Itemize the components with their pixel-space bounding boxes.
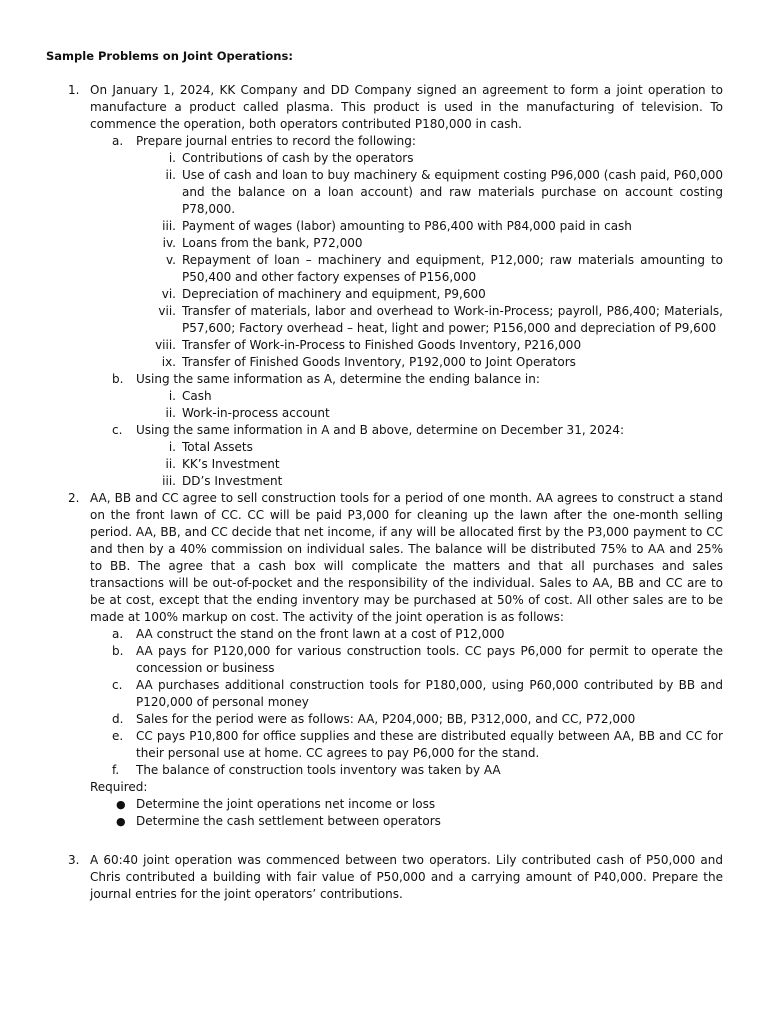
item-label: a. xyxy=(112,627,124,641)
item-label: ii. xyxy=(165,168,176,182)
item-label: v. xyxy=(166,253,176,267)
part-label: a. xyxy=(112,134,124,148)
page-title: Sample Problems on Joint Operations: xyxy=(46,49,293,63)
required-label: Required: xyxy=(90,780,148,794)
list-item xyxy=(90,711,723,728)
item-label: ii. xyxy=(165,406,176,420)
item-text: KK’s Investment xyxy=(182,457,280,471)
item-text: AA pays for P120,000 for various construction tools. CC pays P6,000 for permit to operate the concession or business xyxy=(136,644,723,675)
list-item xyxy=(90,235,723,252)
item-label: c. xyxy=(112,678,123,692)
item-text: Determine the cash settlement between operators xyxy=(136,814,441,828)
item-text: Loans from the bank, P72,000 xyxy=(182,236,363,250)
item-label: i. xyxy=(168,440,176,454)
problem-1 xyxy=(68,82,723,490)
part-text: Using the same information as A, determine the ending balance in: xyxy=(136,372,540,386)
problem-number: 3. xyxy=(68,853,80,867)
item-label: vii. xyxy=(158,304,176,318)
item-text: DD’s Investment xyxy=(182,474,283,488)
item-text: Contributions of cash by the operators xyxy=(182,151,414,165)
item-text: Cash xyxy=(182,389,212,403)
item-text: Total Assets xyxy=(182,440,253,454)
list-item xyxy=(90,813,723,830)
part-label: c. xyxy=(112,423,123,437)
part-a xyxy=(90,133,723,150)
item-label: iv. xyxy=(162,236,176,250)
problem-intro: AA, BB and CC agree to sell construction tools for a period of one month. AA agrees to construct a stand on the front lawn of CC. CC will be paid P3,000 for cleaning up the lawn after the one-month selling period. AA, BB, and CC decide that net income, if any will be allocated first by the P3,000 payment to CC and then by a 40% commission on individual sales. The balance will be distributed 75% to AA and 25% to BB. The agree that a cash box will complicate the matters and that all purchases and sales transactions will be out-of-pocket and the responsibility of the individual. Sales to AA, BB and CC are to be at cost, except that the ending inventory may be purchased at 50% of cost. All other sales are to be made at 100% markup on cost. The activity of the joint operation is as follows: xyxy=(90,491,723,624)
list-item xyxy=(90,677,723,711)
problem-3 xyxy=(68,852,723,903)
problem-number: 1. xyxy=(68,83,80,97)
item-label: i. xyxy=(168,389,176,403)
part-label: b. xyxy=(112,372,124,386)
list-item xyxy=(90,388,723,405)
list-item xyxy=(90,456,723,473)
list-item xyxy=(90,150,723,167)
part-c xyxy=(90,422,723,439)
item-text: Determine the joint operations net income or loss xyxy=(136,797,436,811)
item-text: Payment of wages (labor) amounting to P86,400 with P84,000 paid in cash xyxy=(182,219,632,233)
item-text: CC pays P10,800 for office supplies and these are distributed equally between AA, BB and CC for their personal use at home. CC agrees to pay P6,000 for the stand. xyxy=(136,729,723,760)
problem-2 xyxy=(68,490,723,830)
problem-intro: A 60:40 joint operation was commenced between two operators. Lily contributed cash of P50,000 and Chris contributed a building with fair value of P50,000 and a carrying amount of P40,000. Prepare the journal entries for the joint operators’ contributions. xyxy=(90,853,723,901)
item-text: AA purchases additional construction tools for P180,000, using P60,000 contributed by BB and P120,000 of personal money xyxy=(136,678,723,709)
list-item xyxy=(90,626,723,643)
item-text: Work-in-process account xyxy=(182,406,330,420)
item-text: AA construct the stand on the front lawn at a cost of P12,000 xyxy=(136,627,505,641)
item-text: Use of cash and loan to buy machinery & equipment costing P96,000 (cash paid, P60,000 and the balance on a loan account) and raw materials purchase on account costing P78,000. xyxy=(182,168,723,216)
problem-number: 2. xyxy=(68,491,80,505)
list-item xyxy=(90,218,723,235)
item-label: i. xyxy=(168,151,176,165)
list-item xyxy=(90,728,723,762)
item-text: Sales for the period were as follows: AA, P204,000; BB, P312,000, and CC, P72,000 xyxy=(136,712,636,726)
problem-intro: On January 1, 2024, KK Company and DD Company signed an agreement to form a joint operation to manufacture a product called plasma. This product is used in the manufacturing of television. To commence the operation, both operators contributed P180,000 in cash. xyxy=(90,83,723,131)
bullet-icon: ● xyxy=(116,815,126,828)
item-label: vi. xyxy=(161,287,176,301)
item-text: Repayment of loan – machinery and equipment, P12,000; raw materials amounting to P50,400 and other factory expenses of P156,000 xyxy=(182,253,723,284)
list-item xyxy=(90,796,723,813)
item-text: Depreciation of machinery and equipment, P9,600 xyxy=(182,287,486,301)
part-text: Prepare journal entries to record the following: xyxy=(136,134,416,148)
list-item xyxy=(90,167,723,218)
item-label: d. xyxy=(112,712,124,726)
item-label: ix. xyxy=(161,355,176,369)
item-label: iii. xyxy=(162,474,176,488)
item-label: ii. xyxy=(165,457,176,471)
item-label: f. xyxy=(112,763,120,777)
item-text: Transfer of Work-in-Process to Finished Goods Inventory, P216,000 xyxy=(182,338,582,352)
list-item xyxy=(90,762,723,779)
list-item xyxy=(90,643,723,677)
list-item xyxy=(90,303,723,337)
item-label: viii. xyxy=(155,338,176,352)
list-item xyxy=(90,286,723,303)
list-item xyxy=(90,405,723,422)
list-item xyxy=(90,354,723,371)
list-item xyxy=(90,252,723,286)
list-item xyxy=(90,439,723,456)
part-b xyxy=(90,371,723,388)
part-text: Using the same information in A and B above, determine on December 31, 2024: xyxy=(136,423,625,437)
item-text: Transfer of materials, labor and overhead to Work-in-Process; payroll, P86,400; Materials, P57,600; Factory overhead – heat, light and power; P156,000 and depreciation of P9,600 xyxy=(182,304,723,335)
item-label: e. xyxy=(112,729,124,743)
item-text: Transfer of Finished Goods Inventory, P192,000 to Joint Operators xyxy=(182,355,576,369)
list-item xyxy=(90,337,723,354)
item-label: b. xyxy=(112,644,124,658)
list-item xyxy=(90,473,723,490)
bullet-icon: ● xyxy=(116,798,126,811)
item-text: The balance of construction tools inventory was taken by AA xyxy=(136,763,501,777)
item-label: iii. xyxy=(162,219,176,233)
